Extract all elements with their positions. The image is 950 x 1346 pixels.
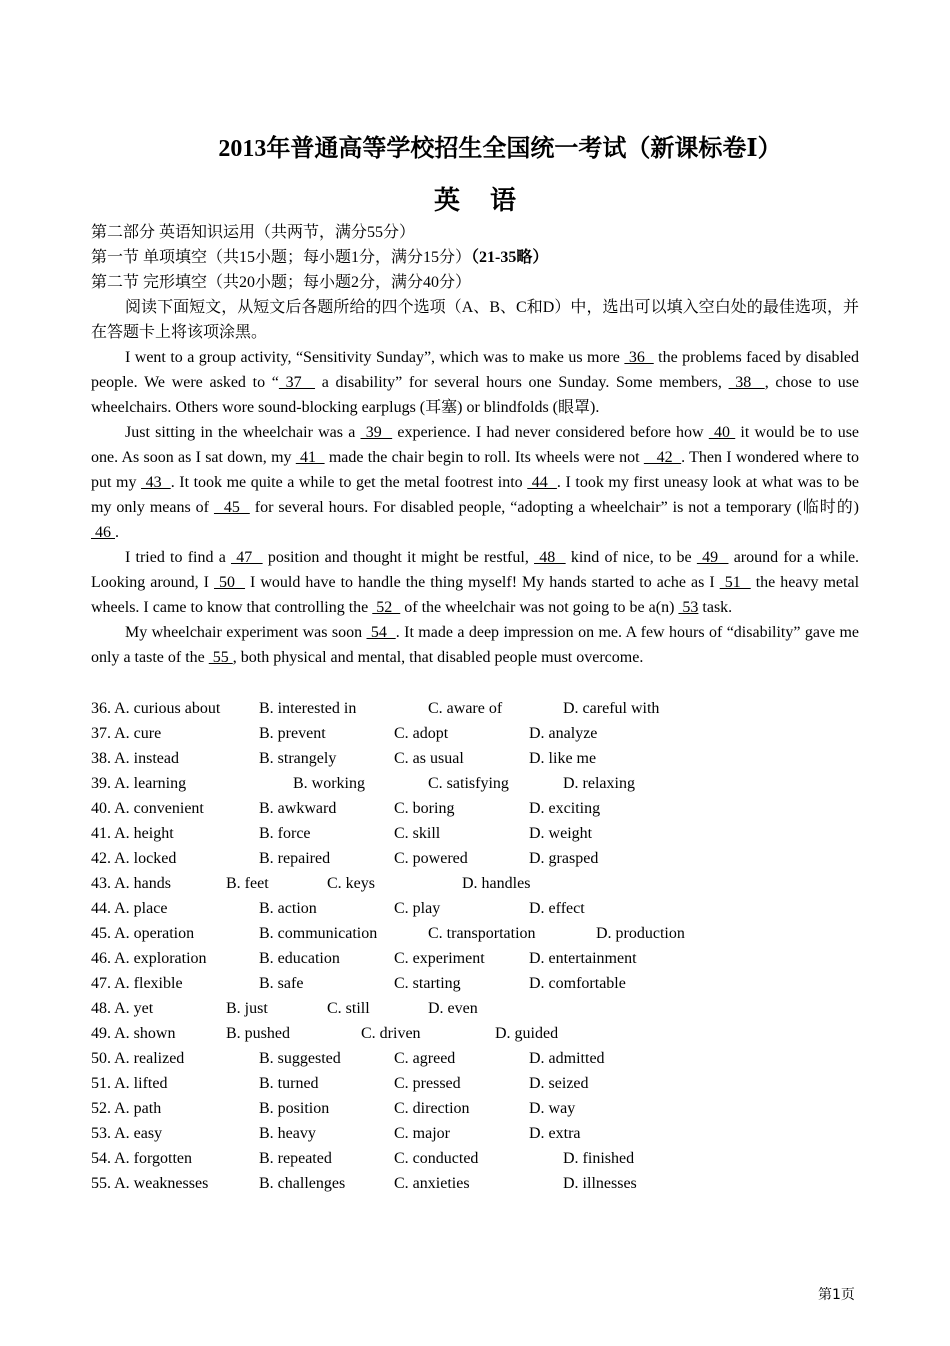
question-row	[91, 996, 859, 1021]
passage-text: , both physical and mental, that disabled people must overcome.	[232, 649, 644, 666]
option-c: C. pressed	[394, 1075, 461, 1092]
option-b: B. pushed	[226, 1025, 290, 1042]
option-c: C. as usual	[394, 750, 464, 767]
option-c: C. direction	[394, 1100, 470, 1117]
subject-title: 英语	[433, 186, 546, 216]
question-row	[91, 1121, 859, 1146]
option-d: D. way	[529, 1100, 576, 1117]
section-header-text: 第二节 完形填空（共20小题；每小题2分，满分40分）	[91, 274, 472, 291]
question-row	[91, 821, 859, 846]
passage-text: . I took my first uneasy look at what was to be my only means of	[91, 474, 860, 516]
passage-text: , chose to use wheelchairs. Others wore sound-blocking earplugs (耳塞) or blindfolds (眼罩).	[91, 374, 860, 416]
option-d: D. illnesses	[563, 1175, 637, 1192]
instruction: 阅读下面短文，从短文后各题所给的四个选项（A、B、C和D）中，选出可以填入空白处的最佳选项，并在答题卡上将该项涂黑。	[91, 299, 859, 341]
blank: 37	[278, 374, 316, 391]
blank: 54	[366, 624, 396, 641]
blank: 45	[213, 499, 250, 516]
passage-text: I tried to find a	[125, 549, 231, 566]
option-b: B. communication	[259, 925, 378, 942]
option-d: D. careful with	[563, 700, 660, 717]
option-a: 42. A. locked	[91, 850, 177, 867]
passage-text: a disability” for several hours one Sunday. Some members,	[315, 374, 729, 391]
blank: 42	[643, 449, 682, 466]
option-a: 45. A. operation	[91, 925, 195, 942]
passage-paragraph	[91, 345, 859, 420]
option-c: C. play	[394, 900, 441, 917]
question-row	[91, 971, 859, 996]
option-c: C. skill	[394, 825, 441, 842]
option-d: D. guided	[495, 1025, 559, 1042]
option-a: 50. A. realized	[91, 1050, 185, 1067]
option-d: D. production	[596, 925, 685, 942]
question-row	[91, 896, 859, 921]
option-a: 38. A. instead	[91, 750, 179, 767]
option-c: C. aware of	[428, 700, 503, 717]
option-d: D. handles	[462, 875, 531, 892]
blank: 44	[527, 474, 557, 491]
passage-text: task.	[698, 599, 733, 616]
option-c: C. agreed	[394, 1050, 456, 1067]
option-b: B. strangely	[259, 750, 337, 767]
question-row	[91, 1071, 859, 1096]
passage-text: made the chair begin to roll. Its wheels were not	[324, 449, 644, 466]
option-a: 40. A. convenient	[91, 800, 204, 817]
option-a: 39. A. learning	[91, 775, 187, 792]
section-header-text: 第二部分 英语知识运用（共两节，满分55分）	[91, 224, 416, 241]
option-c: C. major	[394, 1125, 450, 1142]
option-b: B. force	[259, 825, 311, 842]
option-d: D. seized	[529, 1075, 589, 1092]
section-header	[91, 270, 859, 295]
question-row	[91, 746, 859, 771]
option-b: B. repeated	[259, 1150, 332, 1167]
question-row	[91, 846, 859, 871]
blank: 40	[708, 424, 736, 441]
option-a: 36. A. curious about	[91, 700, 221, 717]
blank: 39	[360, 424, 393, 441]
option-c: C. boring	[394, 800, 455, 817]
blank: 49	[696, 549, 729, 566]
option-c: C. satisfying	[428, 775, 509, 792]
passage-text: around for a while. Looking around, I	[91, 549, 860, 591]
blank: 52	[372, 599, 401, 616]
option-a: 49. A. shown	[91, 1025, 176, 1042]
blank: 38	[728, 374, 765, 391]
option-c: C. driven	[361, 1025, 421, 1042]
passage-text: experience. I had never considered before how	[392, 424, 709, 441]
question-row	[91, 946, 859, 971]
question-row	[91, 721, 859, 746]
passage-text: for several hours. For disabled people, “adopting a wheelchair” is not a temporary (临时的)	[249, 499, 859, 516]
blank: 55	[208, 649, 233, 666]
passage-paragraph	[91, 420, 859, 545]
option-a: 48. A. yet	[91, 1000, 154, 1017]
section-header-text: 第一节 单项填空（共15小题；每小题1分，满分15分）	[91, 249, 472, 266]
option-a: 54. A. forgotten	[91, 1150, 193, 1167]
passage-text: the heavy metal wheels. I came to know that controlling the	[91, 574, 860, 616]
question-row	[91, 696, 859, 721]
question-row	[91, 796, 859, 821]
passage-text: . It took me quite a while to get the metal footrest into	[170, 474, 528, 491]
blank: 46	[91, 524, 115, 541]
passage-text: position and thought it might be restful,	[262, 549, 535, 566]
option-d: D. exciting	[529, 800, 601, 817]
option-d: D. like me	[529, 750, 597, 767]
option-a: 41. A. height	[91, 825, 174, 842]
option-b: B. feet	[226, 875, 269, 892]
blank: 47	[231, 549, 263, 566]
blank: 43	[141, 474, 171, 491]
passage	[91, 345, 859, 670]
option-d: D. entertainment	[529, 950, 637, 967]
option-b: B. just	[226, 1000, 268, 1017]
question-row	[91, 921, 859, 946]
option-b: B. awkward	[259, 800, 337, 817]
question-row	[91, 1021, 859, 1046]
passage-text: of the wheelchair was not going to be a(n)	[400, 599, 679, 616]
option-a: 52. A. path	[91, 1100, 162, 1117]
option-a: 46. A. exploration	[91, 950, 207, 967]
passage-text: it would be to use one. As soon as I sat down, my	[91, 424, 860, 466]
question-row	[91, 771, 859, 796]
option-c: C. transportation	[428, 925, 536, 942]
option-b: B. working	[293, 775, 365, 792]
option-d: D. comfortable	[529, 975, 626, 992]
option-d: D. extra	[529, 1125, 581, 1142]
exam-title: 2013年普通高等学校招生全国统一考试（新课标卷Ⅰ）	[218, 136, 782, 162]
option-c: C. starting	[394, 975, 461, 992]
option-a: 47. A. flexible	[91, 975, 183, 992]
option-a: 37. A. cure	[91, 725, 162, 742]
option-b: B. challenges	[259, 1175, 346, 1192]
section-header-note: （21-35略）	[471, 249, 549, 266]
question-row	[91, 1171, 859, 1196]
blank: 48	[534, 549, 566, 566]
option-d: D. finished	[563, 1150, 635, 1167]
blank: 51	[719, 574, 751, 591]
option-c: C. still	[327, 1000, 370, 1017]
option-a: 51. A. lifted	[91, 1075, 168, 1092]
passage-text: My wheelchair experiment was soon	[125, 624, 367, 641]
option-b: B. position	[259, 1100, 330, 1117]
passage-paragraph	[91, 620, 859, 670]
passage-text: . Then I wondered where to put my	[91, 449, 860, 491]
option-b: B. safe	[259, 975, 304, 992]
option-d: D. relaxing	[563, 775, 635, 792]
option-b: B. education	[259, 950, 340, 967]
option-a: 53. A. easy	[91, 1125, 163, 1142]
passage-text: . It made a deep impression on me. A few hours of “disability” gave me only a taste of the	[91, 624, 860, 666]
option-c: C. powered	[394, 850, 468, 867]
blank: 53	[678, 599, 699, 616]
passage-text: I would have to handle the thing myself! My hands started to ache as I	[245, 574, 720, 591]
option-d: D. analyze	[529, 725, 598, 742]
option-d: D. even	[428, 1000, 478, 1017]
option-a: 44. A. place	[91, 900, 168, 917]
option-d: D. weight	[529, 825, 593, 842]
option-c: C. experiment	[394, 950, 485, 967]
blank: 36	[624, 349, 654, 366]
option-d: D. effect	[529, 900, 585, 917]
options-list	[91, 696, 859, 1196]
page-number: 第1页	[818, 1287, 855, 1303]
passage-text: the problems faced by disabled people. We were asked to “	[91, 349, 860, 391]
blank: 41	[295, 449, 325, 466]
option-c: C. keys	[327, 875, 375, 892]
option-c: C. anxieties	[394, 1175, 470, 1192]
option-b: B. suggested	[259, 1050, 341, 1067]
option-c: C. adopt	[394, 725, 449, 742]
option-b: B. action	[259, 900, 317, 917]
option-b: B. prevent	[259, 725, 326, 742]
question-row	[91, 871, 859, 896]
section-header	[91, 245, 859, 270]
question-row	[91, 1146, 859, 1171]
blank: 50	[214, 574, 246, 591]
passage-text: I went to a group activity, “Sensitivity Sunday”, which was to make us more	[125, 349, 625, 366]
passage-text: Just sitting in the wheelchair was a	[125, 424, 361, 441]
option-c: C. conducted	[394, 1150, 479, 1167]
option-a: 43. A. hands	[91, 875, 171, 892]
passage-paragraph	[91, 545, 859, 620]
passage-text: kind of nice, to be	[565, 549, 697, 566]
option-d: D. admitted	[529, 1050, 605, 1067]
option-b: B. repaired	[259, 850, 331, 867]
question-row	[91, 1046, 859, 1071]
option-b: B. interested in	[259, 700, 357, 717]
option-b: B. turned	[259, 1075, 319, 1092]
option-a: 55. A. weaknesses	[91, 1175, 209, 1192]
passage-text: .	[115, 524, 119, 541]
question-row	[91, 1096, 859, 1121]
option-b: B. heavy	[259, 1125, 316, 1142]
section-header	[91, 220, 859, 245]
option-d: D. grasped	[529, 850, 599, 867]
passage-section	[91, 220, 859, 670]
